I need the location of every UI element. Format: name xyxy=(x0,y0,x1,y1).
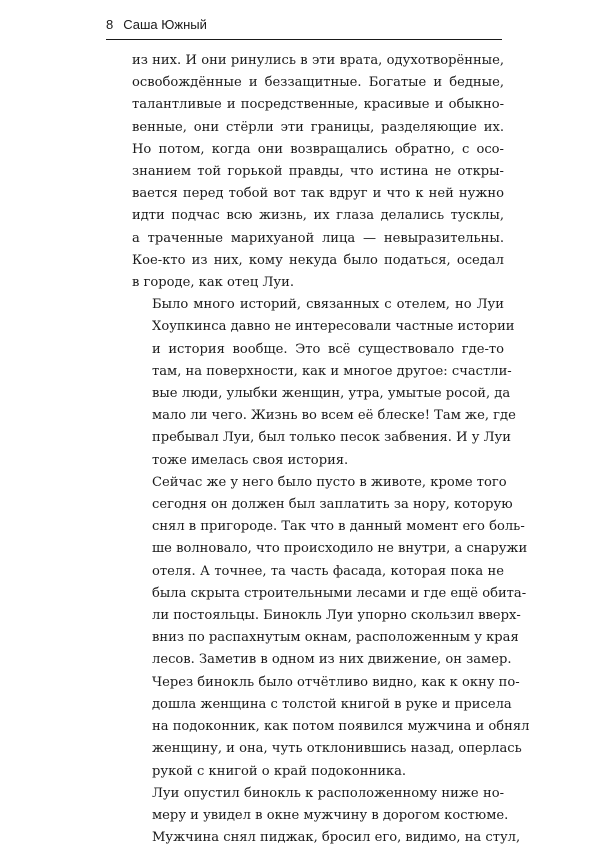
text-line: ше волновало, что происходило не внутри, а снаружи xyxy=(152,541,528,557)
text-line: талантливые и посредственные, красивые и обыкно- xyxy=(132,97,504,113)
text-line: венные, они стёрли эти границы, разделяющие их. xyxy=(132,119,504,135)
running-head xyxy=(106,17,502,40)
text-line: а траченные марихуаной лица — невыразительны. xyxy=(132,230,504,246)
text-line: вые люди, улыбки женщин, утра, умытые росой, да xyxy=(152,386,511,402)
text-line: Но потом, когда они возвращались обратно, с осо- xyxy=(132,141,504,157)
text-line: знанием той горькой правды, что истина не откры- xyxy=(132,164,504,180)
paragraph xyxy=(132,294,516,472)
text-line: вниз по распахнутым окнам, расположенным у края xyxy=(152,630,519,646)
text-line: снял в пригороде. Так что в данный момент его боль- xyxy=(152,519,525,535)
text-line: Хоупкинса давно не интересовали частные истории xyxy=(152,319,515,335)
text-line: мало ли чего. Жизнь во всем её блеске! Там же, где xyxy=(152,408,516,424)
text-line: и история вообще. Это всё существовало где-то xyxy=(152,341,504,357)
text-line: отеля. А точнее, та часть фасада, которая пока не xyxy=(152,563,504,579)
text-line: сегодня он должен был заплатить за нору, которую xyxy=(152,497,513,513)
text-line: Было много историй, связанных с отелем, но Луи xyxy=(152,297,504,313)
text-line: ли постояльцы. Бинокль Луи упорно скользил вверх- xyxy=(152,608,521,624)
author-name: Саша Южный xyxy=(123,17,207,32)
text-line: пребывал Луи, был только песок забвения. И у Луи xyxy=(152,430,511,446)
text-line: Сейчас же у него было пусто в животе, кроме того xyxy=(152,474,507,490)
text-line: женщину, и она, чуть отклонившись назад, оперлась xyxy=(152,741,522,757)
text-line: Через бинокль было отчётливо видно, как к окну по- xyxy=(152,674,520,690)
text-line: из них. И они ринулись в эти врата, одухотворённые, xyxy=(132,53,504,68)
paragraph xyxy=(132,783,521,849)
text-line: тоже имелась своя история. xyxy=(152,452,349,468)
text-line: вается перед тобой вот так вдруг и что к ней нужно xyxy=(132,186,504,202)
text-line: освобождённые и беззащитные. Богатые и бедные, xyxy=(132,75,504,91)
paragraph xyxy=(132,472,530,783)
text-line: идти подчас всю жизнь, их глаза делались тусклы, xyxy=(132,208,504,224)
text-line: меру и увидел в окне мужчину в дорогом костюме. xyxy=(152,807,509,823)
text-line: Кое-кто из них, кому некуда было податься, оседал xyxy=(132,252,504,268)
text-line: на подоконник, как потом появился мужчина и обнял xyxy=(152,719,530,735)
paragraph xyxy=(132,50,504,294)
text-line: лесов. Заметив в одном из них движение, он замер. xyxy=(152,652,512,668)
text-line: рукой с книгой о край подоконника. xyxy=(152,763,407,779)
text-line: Луи опустил бинокль к расположенному ниже но- xyxy=(152,785,504,801)
text-line: дошла женщина с толстой книгой в руке и присела xyxy=(152,696,512,712)
page-number: 8 xyxy=(106,17,114,32)
text-line: в городе, как отец Луи. xyxy=(132,275,294,291)
text-line: там, на поверхности, как и многое другое: счастли- xyxy=(152,363,512,379)
text-line: Мужчина снял пиджак, бросил его, видимо, на стул, xyxy=(152,830,521,846)
text-line: была скрыта строительными лесами и где ещё обита- xyxy=(152,585,527,601)
body-text xyxy=(132,50,530,849)
